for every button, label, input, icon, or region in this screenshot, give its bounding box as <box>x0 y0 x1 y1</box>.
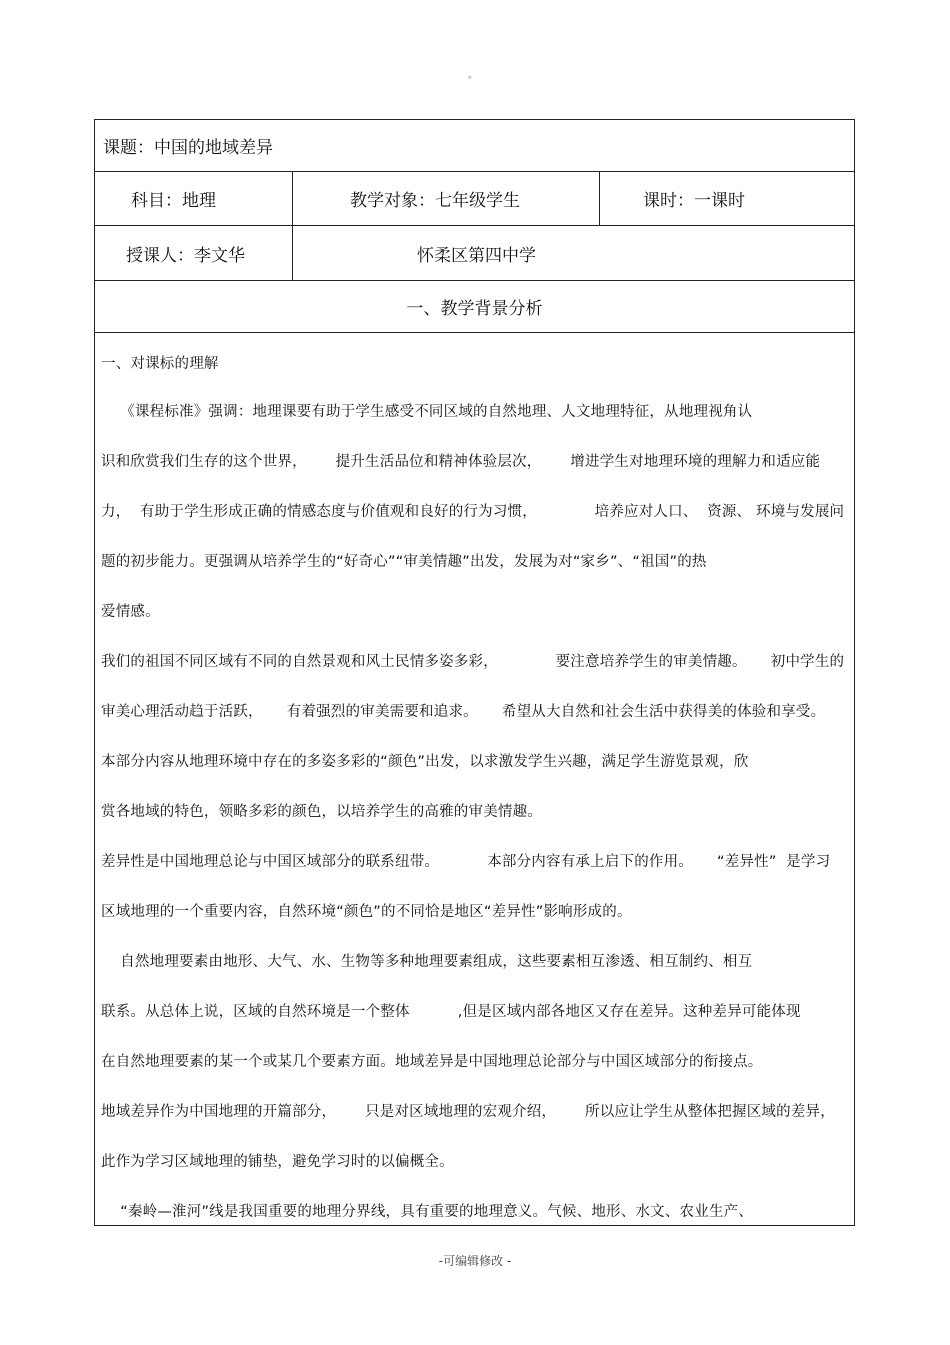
text-line: 力， 有助于学生形成正确的情感态度与价值观和良好的行为习惯， 培养应对人口、 资源、 环境与发展问 <box>101 504 845 520</box>
lesson-title: 课题：中国的地域差异 <box>103 138 273 158</box>
subject-cell: 科目：地理 <box>95 172 293 225</box>
teacher-row <box>95 226 854 281</box>
title-row <box>95 120 854 172</box>
text-line: 此作为学习区域地理的铺垫，避免学习时的以偏概全。 <box>101 1154 454 1170</box>
section-heading: 一、教学背景分析 <box>406 299 543 319</box>
text-line: 审美心理活动趋于活跃， 有着强烈的审美需要和追求。 希望从大自然和社会生活中获得美的体验和享受。 <box>101 704 826 720</box>
info-row <box>95 172 854 226</box>
text-line: “秦岭—淮河”线是我国重要的地理分界线，具有重要的地理意义。气候、地形、水文、农业生产、 <box>101 1204 754 1220</box>
text-line: 自然地理要素由地形、大气、水、生物等多种地理要素组成，这些要素相互渗透、相互制约、相互 <box>101 954 753 970</box>
audience-cell: 教学对象：七年级学生 <box>293 172 600 225</box>
section-heading-row <box>95 281 854 333</box>
text-line: 本部分内容从地理环境中存在的多姿多彩的“颜色”出发，以求激发学生兴趣，满足学生游览景观，欣 <box>101 754 749 770</box>
text-line: 赏各地域的特色，领略多彩的颜色，以培养学生的高雅的审美情趣。 <box>101 804 542 820</box>
text-line: 题的初步能力。更强调从培养学生的“好奇心”“审美情趣”出发，发展为对“家乡”、“祖国”的热 <box>101 554 707 570</box>
text-line: 一、对课标的理解 <box>101 356 219 372</box>
school-cell: 怀柔区第四中学 <box>417 245 536 266</box>
text-line: 《课程标准》强调：地理课要有助于学生感受不同区域的自然地理、人文地理特征，从地理视角认 <box>101 404 753 420</box>
teacher-cell: 授课人：李文华 <box>95 226 293 280</box>
text-line: 我们的祖国不同区域有不同的自然景观和风土民情多姿多彩， 要注意培养学生的审美情趣。 初中学生的 <box>101 654 845 670</box>
text-line: 识和欣赏我们生存的这个世界， 提升生活品位和精神体验层次， 增进学生对地理环境的理解力和适应能 <box>101 454 821 470</box>
text-line: 联系。从总体上说，区域的自然环境是一个整体 ,但是区域内部各地区又存在差异。这种差异可能体现 <box>101 1004 801 1020</box>
header-mark: 。 <box>468 70 478 81</box>
duration-cell: 课时：一课时 <box>643 191 745 211</box>
lesson-plan-table <box>94 119 855 1226</box>
text-line: 区域地理的一个重要内容，自然环境“颜色”的不同恰是地区“差异性”影响形成的。 <box>101 904 632 920</box>
text-line: 差异性是中国地理总论与中国区域部分的联系纽带。 本部分内容有承上启下的作用。 “差异性” 是学习 <box>101 854 831 870</box>
text-line: 地域差异作为中国地理的开篇部分， 只是对区域地理的宏观介绍， 所以应让学生从整体把握区域的差异， <box>101 1104 835 1120</box>
text-line: 爱情感。 <box>101 604 160 620</box>
page-footer: -可编辑修改 - <box>438 1254 512 1268</box>
text-line: 在自然地理要素的某一个或某几个要素方面。地域差异是中国地理总论部分与中国区域部分的衔接点。 <box>101 1054 763 1070</box>
